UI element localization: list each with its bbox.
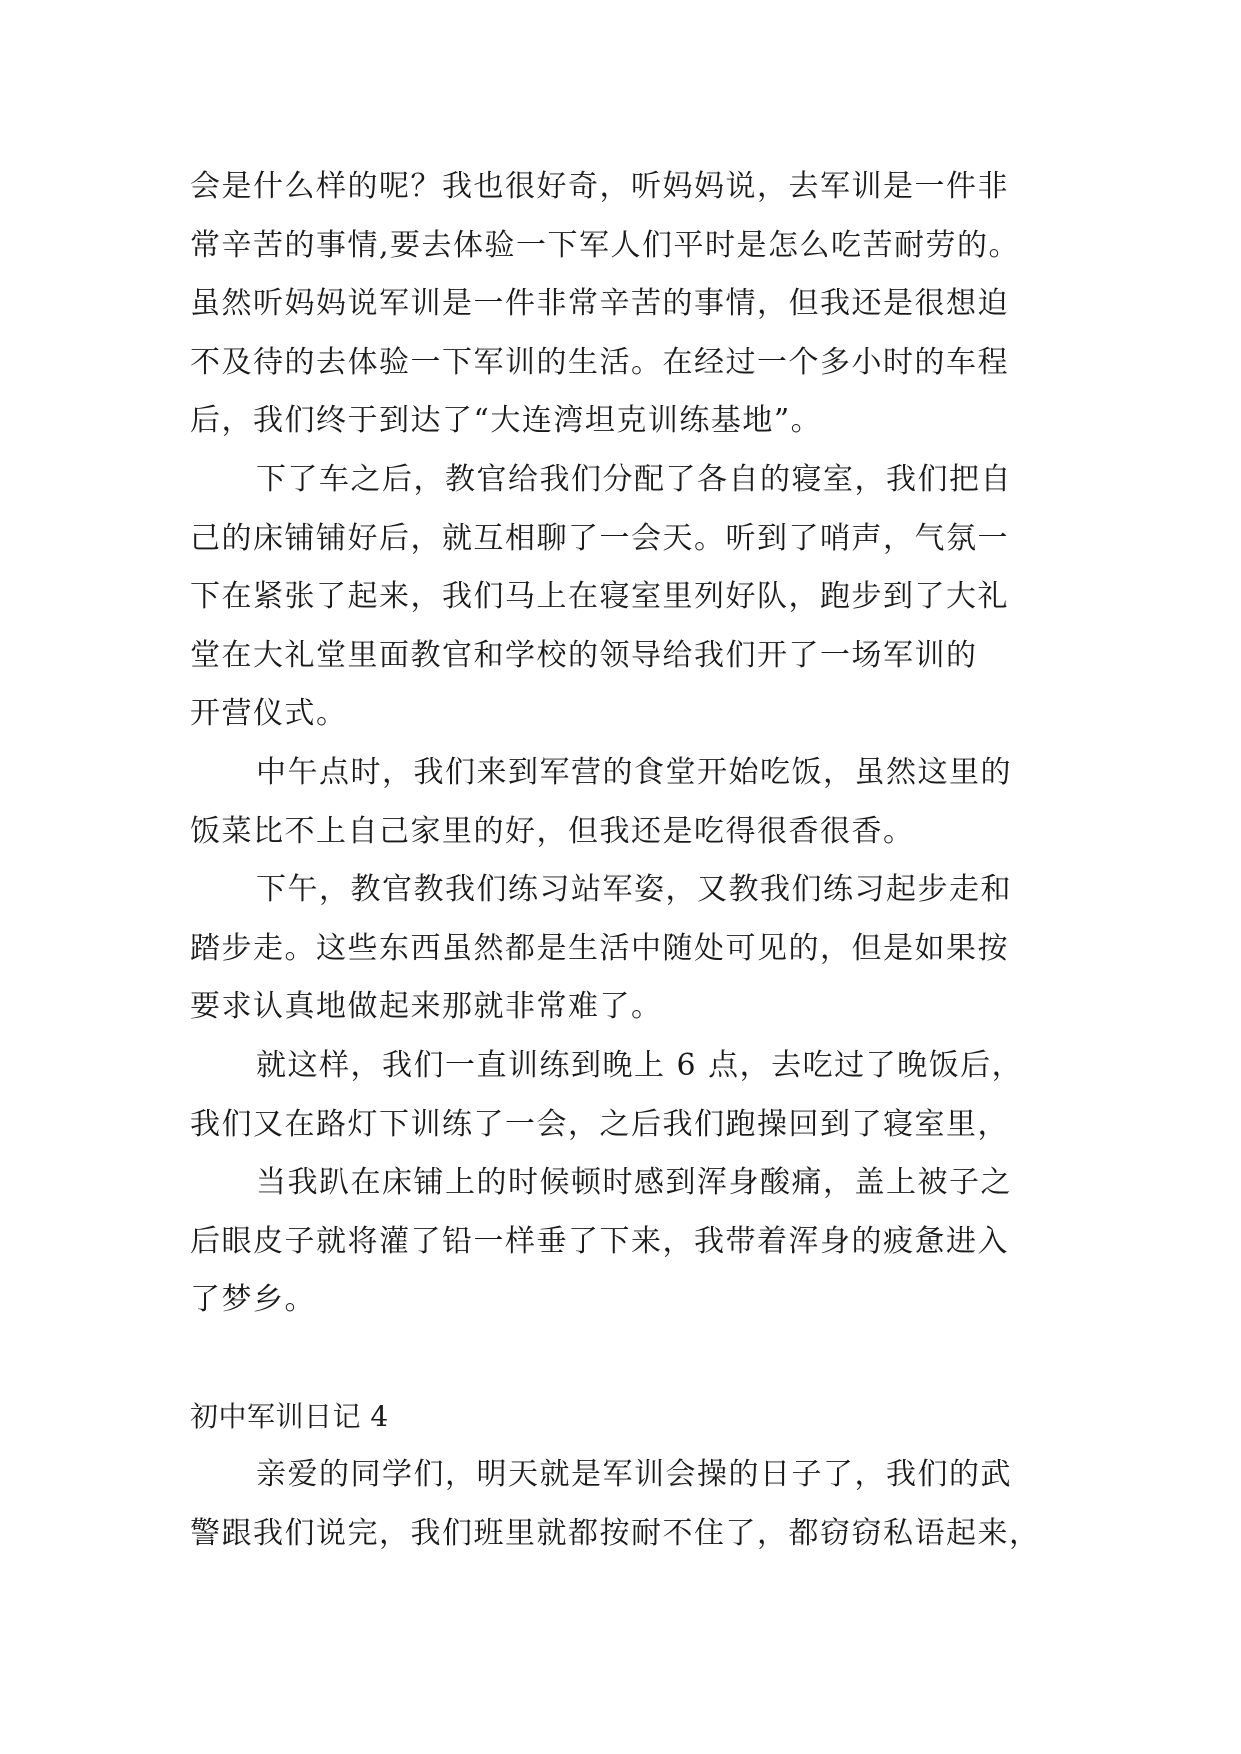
text-line: 不及待的去体验一下军训的生活。在经过一个多小时的车程	[190, 344, 1009, 380]
text-line: 踏步走。这些东西虽然都是生活中随处可见的，但是如果按	[190, 930, 1009, 966]
text-line: 亲爱的同学们，明天就是军训会操的日子了，我们的武	[256, 1457, 1012, 1493]
paragraph-4	[190, 861, 1090, 1037]
section-gap	[190, 1330, 1090, 1388]
text-line: 下在紧张了起来，我们马上在寝室里列好队，跑步到了大礼	[190, 579, 1009, 615]
text-line: 当我趴在床铺上的时候顿时感到浑身酸痛，盖上被子之	[256, 1165, 1012, 1201]
text-line: 了梦乡。	[190, 1282, 316, 1318]
paragraph-7	[190, 1446, 1090, 1563]
text-line: 饭菜比不上自己家里的好，但我还是吃得很香很香。	[190, 813, 915, 849]
paragraph-5	[190, 1037, 1090, 1154]
paragraph-6	[190, 1154, 1090, 1330]
text-line: 要求认真地做起来那就非常难了。	[190, 989, 663, 1025]
document-body	[190, 158, 1090, 1564]
text-line: 警跟我们说完，我们班里就都按耐不住了，都窃窃私语起来，	[190, 1516, 1041, 1552]
text-line: 中午点时，我们来到军营的食堂开始吃饭，虽然这里的	[256, 754, 1012, 790]
text-line: 我们又在路灯下训练了一会，之后我们跑操回到了寝室里，	[190, 1106, 1009, 1142]
paragraph-1	[190, 158, 1090, 451]
text-line: 虽然听妈妈说军训是一件非常辛苦的事情，但我还是很想迫	[190, 286, 1009, 322]
text-line: 下了车之后，教官给我们分配了各自的寝室，我们把自	[256, 461, 1012, 497]
text-line: 堂在大礼堂里面教官和学校的领导给我们开了一场军训的	[190, 637, 978, 673]
paragraph-2	[190, 451, 1090, 744]
text-line: 开营仪式。	[190, 696, 348, 732]
text-line: 常辛苦的事情,要去体验一下军人们平时是怎么吃苦耐劳的。	[190, 227, 1021, 263]
text-line: 后眼皮子就将灌了铅一样垂了下来，我带着浑身的疲惫进入	[190, 1223, 1009, 1259]
text-line: 后，我们终于到达了“大连湾坦克训练基地”。	[190, 403, 823, 439]
text-line: 就这样，我们一直训练到晚上 6 点，去吃过了晚饭后，	[256, 1047, 1024, 1083]
text-line: 下午，教官教我们练习站军姿，又教我们练习起步走和	[256, 872, 1012, 908]
text-line: 会是什么样的呢？我也很好奇，听妈妈说，去军训是一件非	[190, 169, 1009, 204]
section-heading: 初中军训日记 4	[190, 1399, 389, 1433]
text-line: 己的床铺铺好后，就互相聊了一会天。听到了哨声，气氛一	[190, 520, 1009, 556]
paragraph-3	[190, 744, 1090, 861]
